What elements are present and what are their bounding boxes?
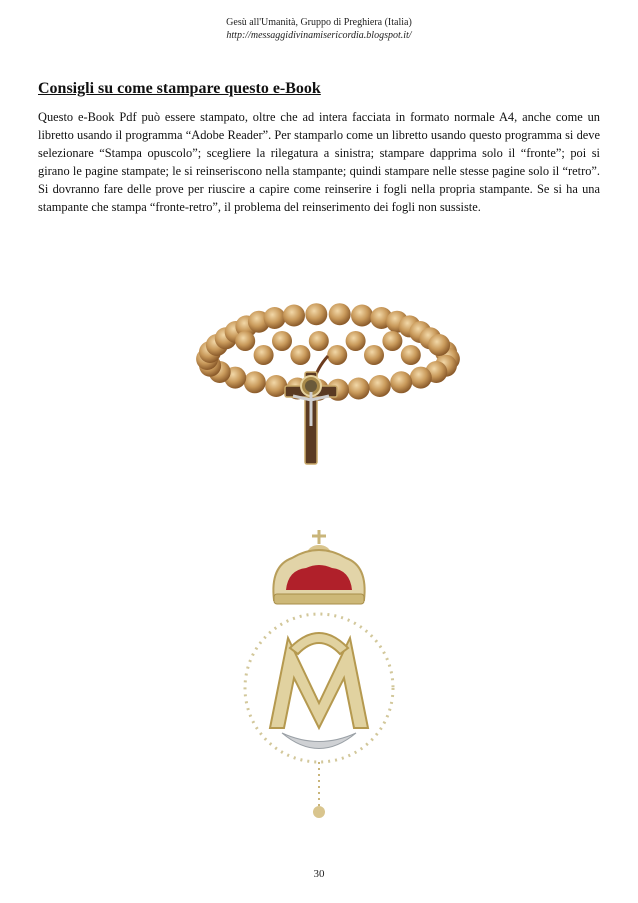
rosary-bead	[305, 303, 327, 325]
rosary-image	[178, 292, 460, 477]
rosary-bead	[428, 334, 450, 356]
rosary-bead	[235, 331, 255, 351]
monogram-letters	[270, 633, 368, 728]
rosary-bead	[265, 375, 287, 397]
rosary-bead	[283, 305, 305, 327]
rosary-bead	[244, 371, 266, 393]
crucifix	[285, 372, 337, 464]
header-url: http://messaggidivinamisericordia.blogspot.it/	[226, 30, 412, 41]
marian-monogram-image	[230, 528, 408, 820]
rosary-bead	[290, 345, 310, 365]
rosary-bead	[401, 345, 421, 365]
rosary-bead	[264, 307, 286, 329]
rosary-bead	[364, 345, 384, 365]
rosary-bead	[390, 371, 412, 393]
rosary-bead	[348, 378, 370, 400]
rosary-bead	[351, 305, 373, 327]
rosary-bead	[254, 345, 274, 365]
rosary-bead	[346, 331, 366, 351]
instructions-paragraph: Questo e-Book Pdf può essere stampato, oltre che ad intera facciata in formato normale A4, anche come un libretto usando il programma “Adobe Reader”. Per stamparlo come un libretto usando questo programma si deve selezionare “Stampa opuscolo”; scegliere la rilegatura a sinistra; stampare dapprima solo il “fronte”; poi si girano le pagine stampate; le si reinseriscono nella stampante; quindi stampare nelle stesse pagine solo il “retro”. Si dovranno fare delle prove per riuscire a capire come reinserire i fogli nella propria stampante. Se si ha una stampante che stampa “fronte-retro”, il problema del reinserimento dei fogli non sussiste.	[38, 110, 600, 214]
page-number: 30	[313, 868, 325, 880]
rosary-bead	[329, 303, 351, 325]
section-title: Consigli su come stampare questo e-Book	[38, 80, 321, 97]
rosary-bead	[272, 331, 292, 351]
page-header	[0, 16, 638, 42]
rosary-bead	[369, 375, 391, 397]
monogram-crown	[273, 530, 364, 604]
header-title: Gesù all'Umanità, Gruppo di Preghiera (Italia)	[226, 17, 412, 28]
rosary-bead	[382, 331, 402, 351]
rosary-bead	[309, 331, 329, 351]
rosary-bead	[410, 367, 432, 389]
crescent-moon	[282, 733, 356, 749]
rosary-bead	[327, 345, 347, 365]
